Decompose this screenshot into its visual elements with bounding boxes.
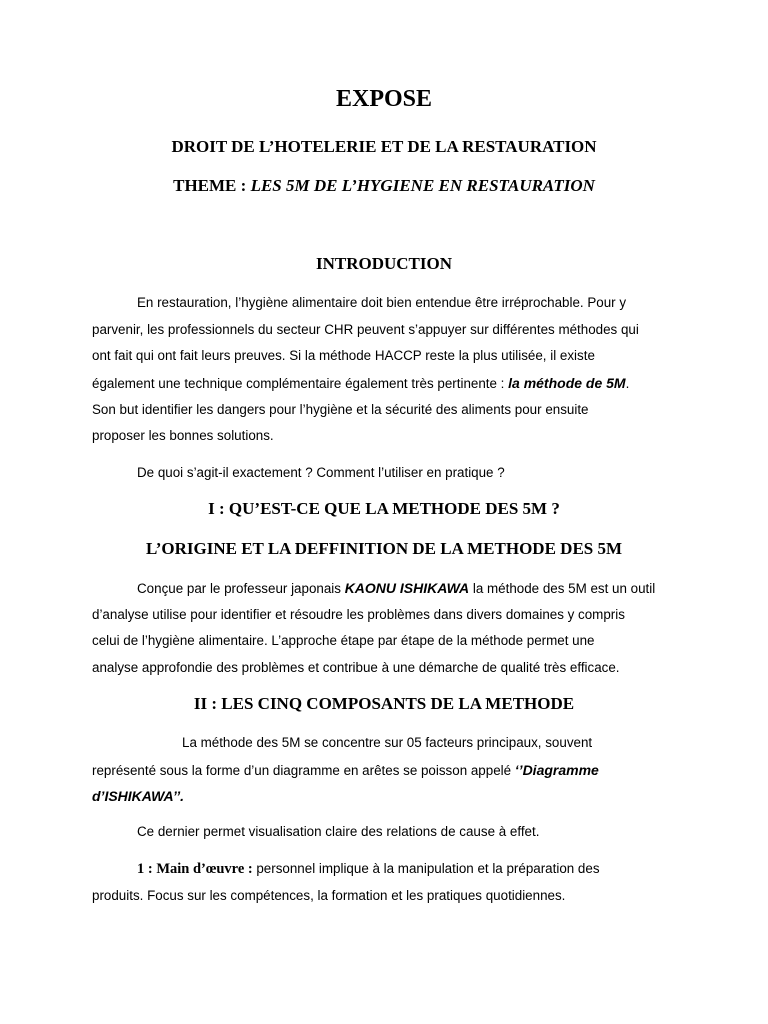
section-2-line-2-text: représenté sous la forme d’un diagramme en arêtes se poisson appelé xyxy=(92,763,515,778)
section-2-line-2 xyxy=(92,760,599,781)
document-title: EXPOSE xyxy=(335,86,433,112)
section-2-line-6: produits. Focus sur les compétences, la formation et les pratiques quotidiennes. xyxy=(92,888,566,903)
main-oeuvre-text: personnel implique à la manipulation et la préparation des xyxy=(256,861,600,876)
method-5m-emphasis: la méthode de 5M xyxy=(508,375,626,391)
intro-line-2: parvenir, les professionnels du secteur CHR peuvent s’appuyer sur différentes méthodes qui xyxy=(92,322,639,337)
section-2-line-3 xyxy=(92,786,184,807)
section-2-line-4: Ce dernier permet visualisation claire des relations de cause à effet. xyxy=(137,824,540,839)
intro-line-1: En restauration, l’hygiène alimentaire doit bien entendue être irréprochable. Pour y xyxy=(137,295,627,310)
section-1-line-1-text: Conçue par le professeur japonais xyxy=(137,581,345,596)
introduction-heading: INTRODUCTION xyxy=(315,254,453,273)
intro-line-6: proposer les bonnes solutions. xyxy=(92,428,274,443)
section-1-line-1-end: la méthode des 5M est un outil xyxy=(469,581,656,596)
intro-line-4 xyxy=(92,373,629,394)
section-1-line-3: celui de l’hygiène alimentaire. L’approche étape par étape de la méthode permet une xyxy=(92,633,595,648)
section-1-line-2: d’analyse utilise pour identifier et résoudre les problèmes dans divers domaines y compris xyxy=(92,607,625,622)
intro-line-3: ont fait qui ont fait leurs preuves. Si la méthode HACCP reste la plus utilisée, il existe xyxy=(92,348,595,363)
intro-line-4-text: également une technique complémentaire également très pertinente : xyxy=(92,376,509,391)
theme-label: THEME : xyxy=(173,176,251,195)
section-1-subheading: L’ORIGINE ET LA DEFFINITION DE LA METHODE DES 5M xyxy=(145,539,623,558)
intro-line-4-end: . xyxy=(625,376,630,391)
theme-value: LES 5M DE L’HYGIENE EN RESTAURATION xyxy=(250,176,595,195)
section-1-line-4: analyse approfondie des problèmes et contribue à une démarche de qualité très efficace. xyxy=(92,660,620,675)
section-1-heading: I : QU’EST-CE QUE LA METHODE DES 5M ? xyxy=(208,499,560,518)
document-subtitle: DROIT DE L’HOTELERIE ET DE LA RESTAURATION xyxy=(171,137,597,156)
section-2-line-1: La méthode des 5M se concentre sur 05 facteurs principaux, souvent xyxy=(182,735,593,750)
ishikawa-diagram-emphasis: d’ISHIKAWA’’. xyxy=(92,788,185,804)
ishikawa-name: KAONU ISHIKAWA xyxy=(344,580,470,596)
intro-question: De quoi s’agit-il exactement ? Comment l’utiliser en pratique ? xyxy=(137,465,505,480)
intro-line-5: Son but identifier les dangers pour l’hygiène et la sécurité des aliments pour ensuite xyxy=(92,402,589,417)
theme-line xyxy=(0,176,768,196)
section-2-heading: II : LES CINQ COMPOSANTS DE LA METHODE xyxy=(193,694,575,713)
diagramme-emphasis: ‘’Diagramme xyxy=(514,762,599,778)
main-oeuvre-label: 1 : Main d’œuvre : xyxy=(137,861,257,877)
section-2-line-5 xyxy=(137,859,600,879)
section-1-line-1 xyxy=(137,578,655,599)
